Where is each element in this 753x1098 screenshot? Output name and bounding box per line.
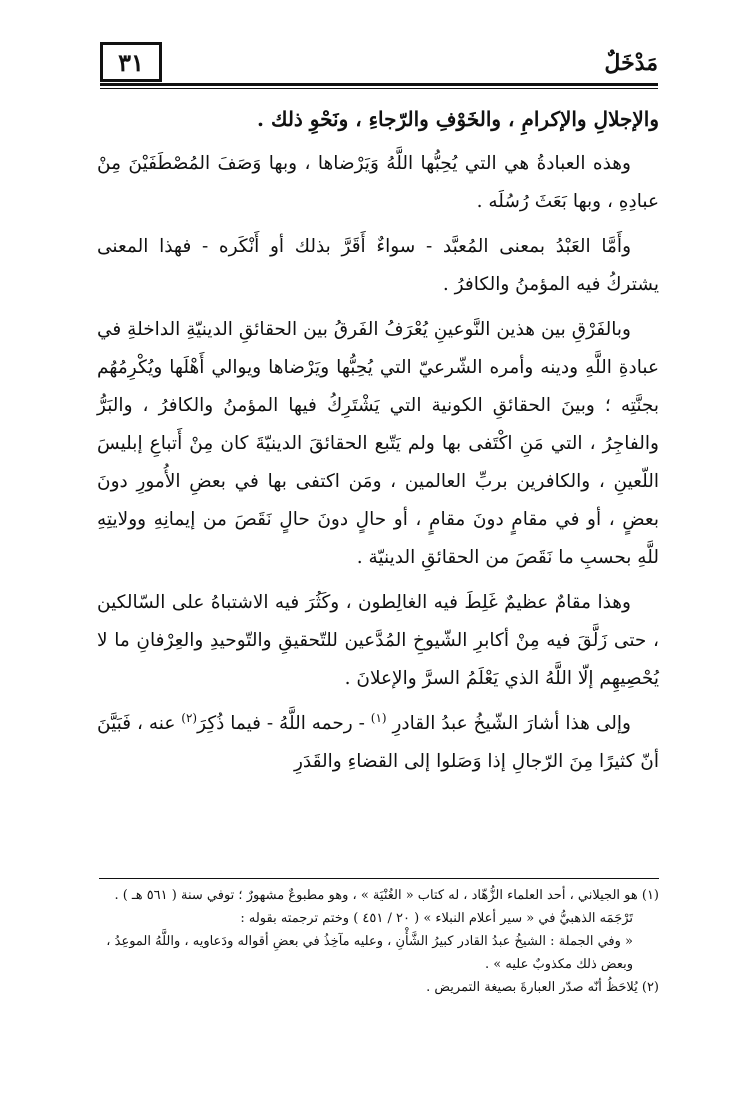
footnote-ref-1[interactable]: (١) [370,710,387,725]
paragraph: وهذا مقامٌ عظيمٌ غَلِطَ فيه الغالِطون ، وكَثُرَ فيه الاشتباهُ على السّالكين ، حتى زَلَّقَ فيه مِنْ أكابرِ الشّيوخِ المُدَّعين للتّحقيقِ والتّوحيدِ والعِرْفانِ ما لا يُحْصِيهِم إلّا اللَّهُ الذي يَعْلَمُ السرَّ والإعلانَ . [97,592,659,689]
footnote-1-quote: « وفي الجملة : الشيخُ عبدُ القادر كبيرُ الشَّأْنِ ، وعليه مآخِذُ في بعضِ أقواله ودَعاويه ، واللَّهُ الموعِدُ ، وبعض ذلك مكذوبٌ عليه » . [106,934,633,972]
page-number-box [100,42,162,82]
paragraph: وبالفَرْقِ بين هذين النَّوعينِ يُعْرَفُ الفَرقُ بين الحقائقِ الدينيّةِ الداخلةِ في عبادةِ اللَّهِ ودينه وأمره الشّرعيّ التي يُحِبُّها ويَرْضاها ويوالي أَهْلَها ويُكْرِمُهُم بجنَّتِه ؛ وبينَ الحقائقِ الكونية التي يَشْتَرِكُ فيها المؤمنُ والكافرُ ، والبَرُّ والفاجِرُ ، التي مَنِ اكْتَفى بها ولم يَتّبع الحقائقَ الدينيّةَ كان مِنْ أَتباعِ إبليسَ اللّعينِ ، والكافرين بربِّ العالمين ، ومَن اكتفى بها في بعضِ الأُمورِ دونَ بعضٍ ، أو في مقامٍ دونَ مقامٍ ، أو حالٍ دونَ حالٍ نَقَصَ من إيمانِهِ وولايتِهِ للَّهِ بحسبِ ما نَقَصَ من الحقائقِ الدينيّة . [97,319,659,568]
paragraph: والإجلالِ والإكرامِ ، والخَوْفِ والرّجاءِ ، ونَحْوِ ذلك . [257,107,659,131]
page-header [100,30,658,82]
footnote-2: (٢) يُلاحَظُ أنّه صدّر العبارةَ بصيغة التمريض . [426,980,659,995]
page-number: ٣١ [118,47,144,77]
footnote-separator [99,878,659,879]
paragraph: وأَمَّا العَبْدُ بمعنى المُعبَّد - سواءٌ أَقَرَّ بذلك أو أَنْكَره - فهذا المعنى يشتركُ فيه المؤمنُ والكافرُ . [97,236,659,295]
footnotes [97,884,659,999]
paragraph: وهذه العبادةُ هي التي يُحِبُّها اللَّهُ وَيَرْضاها ، وبها وَصَفَ المُصْطَفَيْنَ مِنْ عبادِهِ ، وبها بَعَثَ رُسُلَه . [97,153,659,212]
main-text [97,100,659,788]
footnote-1: (١) هو الجيلاني ، أحد العلماء الزُّهّاد ، له كتاب « الغُنْيَة » ، وهو مطبوعٌ مشهورٌ ؛ توفي سنة ( ٥٦١ هـ ) . [114,888,659,903]
paragraph-segment: - رحمه اللَّهُ - فيما ذُكِرَ [197,713,365,734]
paragraph-segment: وإلى هذا أشارَ الشّيخُ عبدُ القادرِ [392,713,631,734]
header-rule [100,83,658,89]
paragraph-segment: عنه ، فَبَيَّنَ أنّ كثيرًا مِنَ الرّجالِ إذا وَصَلوا إلى القضاءِ والقَدَرِ [97,713,659,772]
chapter-title: مَدْخَلٌ [604,50,658,76]
paragraph-with-footnotes [97,705,659,781]
footnote-ref-2[interactable]: (٢) [181,710,198,725]
footnote-1-line: تَرْجَمَه الذهبيُّ في « سير أعلام النبلاء » ( ٢٠ / ٤٥١ ) وختم ترجمته بقوله : [240,911,633,926]
